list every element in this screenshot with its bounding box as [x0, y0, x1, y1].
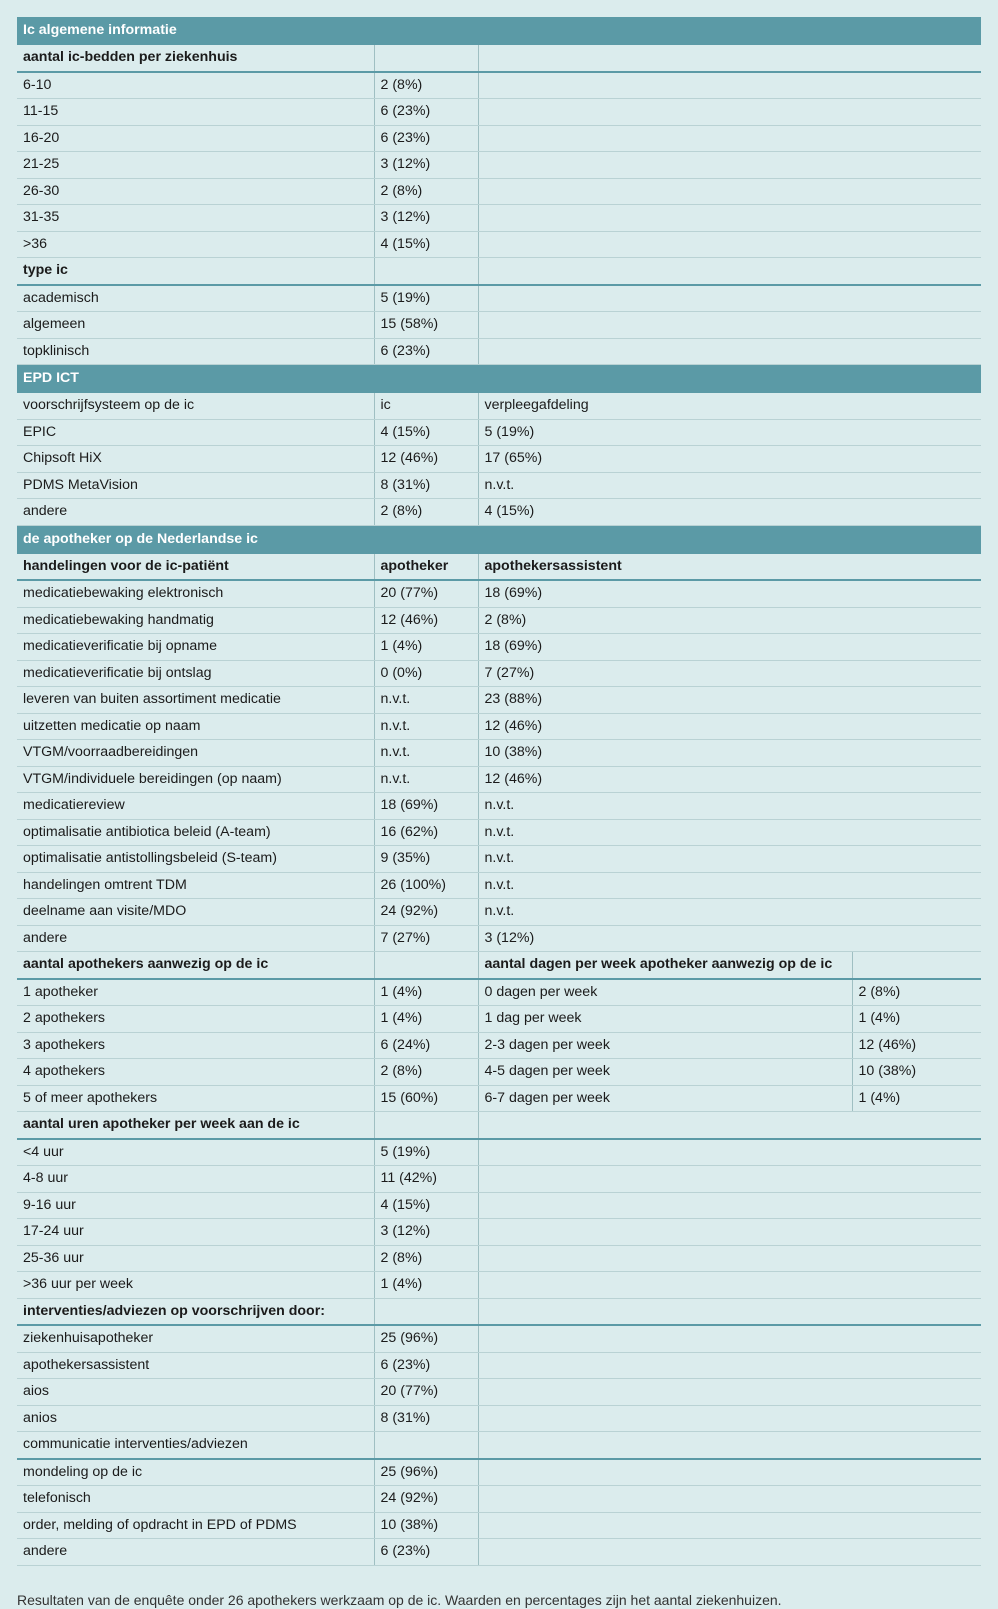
table-cell: 2 (8%) — [374, 1059, 478, 1086]
table-cell: >36 — [17, 231, 374, 258]
table-cell: 2 (8%) — [374, 178, 478, 205]
table-row — [17, 1325, 981, 1352]
table-cell: 6-10 — [17, 72, 374, 99]
table-cell: interventies/adviezen op voorschrijven door: — [17, 1298, 374, 1325]
table-row — [17, 1459, 981, 1486]
table-cell — [478, 205, 981, 232]
table-cell: n.v.t. — [478, 819, 981, 846]
table-cell: n.v.t. — [478, 899, 981, 926]
table-cell: 3 (12%) — [374, 205, 478, 232]
table-cell: medicatiereview — [17, 793, 374, 820]
table-cell — [478, 1432, 981, 1459]
table-cell: n.v.t. — [374, 740, 478, 767]
table-cell: 3 (12%) — [374, 152, 478, 179]
table-cell: verpleegafdeling — [478, 393, 981, 420]
table-cell: 6 (23%) — [374, 1539, 478, 1566]
section-title: EPD ICT — [17, 365, 981, 393]
table-cell — [478, 1459, 981, 1486]
table-cell: type ic — [17, 258, 374, 285]
table-cell: 25-36 uur — [17, 1245, 374, 1272]
table-cell: VTGM/individuele bereidingen (op naam) — [17, 766, 374, 793]
table-cell: 24 (92%) — [374, 1486, 478, 1513]
table-row — [17, 846, 981, 873]
table-cell: n.v.t. — [478, 472, 981, 499]
table-cell: 4 apothekers — [17, 1059, 374, 1086]
table-cell: 5 of meer apothekers — [17, 1085, 374, 1112]
table-cell: 25 (96%) — [374, 1459, 478, 1486]
table-cell: 16-20 — [17, 125, 374, 152]
table-row — [17, 634, 981, 661]
table-cell: aantal ic-bedden per ziekenhuis — [17, 45, 374, 72]
table-cell: 1 (4%) — [374, 634, 478, 661]
table-cell: deelname aan visite/MDO — [17, 899, 374, 926]
subheader-row — [17, 553, 981, 580]
table-cell — [478, 338, 981, 365]
table-cell: andere — [17, 925, 374, 952]
table-cell: 10 (38%) — [478, 740, 981, 767]
table-row — [17, 819, 981, 846]
table-cell: 6-7 dagen per week — [478, 1085, 852, 1112]
table-cell: 2 (8%) — [478, 607, 981, 634]
table-row — [17, 687, 981, 714]
table-cell: EPIC — [17, 419, 374, 446]
table-cell — [478, 1405, 981, 1432]
table-cell: 31-35 — [17, 205, 374, 232]
table-cell — [478, 1539, 981, 1566]
table-cell — [374, 258, 478, 285]
table-cell: voorschrijfsysteem op de ic — [17, 393, 374, 420]
table-cell: 3 (12%) — [478, 925, 981, 952]
table-cell: 4 (15%) — [374, 1192, 478, 1219]
table-cell: 18 (69%) — [478, 634, 981, 661]
table-cell: 0 dagen per week — [478, 979, 852, 1006]
table-cell: uitzetten medicatie op naam — [17, 713, 374, 740]
table-row — [17, 99, 981, 126]
table-cell: 10 (38%) — [852, 1059, 981, 1086]
table-cell — [478, 258, 981, 285]
survey-results-table — [17, 17, 981, 1566]
subheader-row — [17, 952, 981, 979]
table-cell: n.v.t. — [374, 687, 478, 714]
table-cell: telefonisch — [17, 1486, 374, 1513]
table-cell — [478, 45, 981, 72]
table-row — [17, 152, 981, 179]
subheader-row — [17, 1112, 981, 1139]
table-cell — [478, 152, 981, 179]
table-row — [17, 1139, 981, 1166]
table-row — [17, 1486, 981, 1513]
table-cell: 26-30 — [17, 178, 374, 205]
table-row — [17, 419, 981, 446]
table-cell: optimalisatie antibiotica beleid (A-team) — [17, 819, 374, 846]
table-cell — [478, 1325, 981, 1352]
table-cell: 1 (4%) — [852, 1085, 981, 1112]
table-cell: 3 apothekers — [17, 1032, 374, 1059]
table-cell — [374, 45, 478, 72]
survey-table-container — [17, 17, 981, 1566]
table-cell: leveren van buiten assortiment medicatie — [17, 687, 374, 714]
table-cell — [478, 285, 981, 312]
table-cell: PDMS MetaVision — [17, 472, 374, 499]
table-row — [17, 1272, 981, 1299]
table-cell: 0 (0%) — [374, 660, 478, 687]
section-title: de apotheker op de Nederlandse ic — [17, 525, 981, 553]
table-cell: aios — [17, 1379, 374, 1406]
table-cell: 2 (8%) — [374, 1245, 478, 1272]
table-cell: medicatiebewaking handmatig — [17, 607, 374, 634]
table-row — [17, 740, 981, 767]
table-cell: 5 (19%) — [478, 419, 981, 446]
table-cell: academisch — [17, 285, 374, 312]
table-cell: 6 (23%) — [374, 1352, 478, 1379]
table-cell: ziekenhuisapotheker — [17, 1325, 374, 1352]
table-cell — [374, 1298, 478, 1325]
table-cell: 6 (23%) — [374, 338, 478, 365]
table-row — [17, 925, 981, 952]
table-cell: order, melding of opdracht in EPD of PDMS — [17, 1512, 374, 1539]
table-cell: medicatieverificatie bij ontslag — [17, 660, 374, 687]
table-cell — [374, 1432, 478, 1459]
table-cell: 26 (100%) — [374, 872, 478, 899]
table-cell: optimalisatie antistollingsbeleid (S-team) — [17, 846, 374, 873]
table-cell: VTGM/voorraadbereidingen — [17, 740, 374, 767]
table-cell — [478, 178, 981, 205]
table-cell: mondeling op de ic — [17, 1459, 374, 1486]
table-cell: 23 (88%) — [478, 687, 981, 714]
table-cell: 20 (77%) — [374, 1379, 478, 1406]
table-cell: 1 apotheker — [17, 979, 374, 1006]
table-cell: 21-25 — [17, 152, 374, 179]
table-cell: 15 (60%) — [374, 1085, 478, 1112]
table-cell: 12 (46%) — [374, 446, 478, 473]
table-body — [17, 17, 981, 1565]
table-cell: communicatie interventies/adviezen — [17, 1432, 374, 1459]
table-cell: 12 (46%) — [374, 607, 478, 634]
table-row — [17, 1166, 981, 1193]
table-cell: 18 (69%) — [478, 580, 981, 607]
table-cell: 11 (42%) — [374, 1166, 478, 1193]
table-row — [17, 1539, 981, 1566]
table-cell: 2 apothekers — [17, 1006, 374, 1033]
subheader-row — [17, 45, 981, 72]
table-cell: handelingen voor de ic-patiënt — [17, 553, 374, 580]
table-cell: 2-3 dagen per week — [478, 1032, 852, 1059]
table-cell: 12 (46%) — [478, 713, 981, 740]
table-cell: 2 (8%) — [374, 499, 478, 526]
table-row — [17, 607, 981, 634]
table-row — [17, 660, 981, 687]
table-row — [17, 899, 981, 926]
table-row — [17, 580, 981, 607]
table-cell: apothekersassistent — [17, 1352, 374, 1379]
table-cell — [478, 99, 981, 126]
table-cell — [478, 125, 981, 152]
table-cell — [478, 1486, 981, 1513]
table-row — [17, 1032, 981, 1059]
section-title: Ic algemene informatie — [17, 17, 981, 45]
table-footnote: Resultaten van de enquête onder 26 apothekers werkzaam op de ic. Waarden en percentages zijn het aantal ziekenhuizen. — [17, 1592, 782, 1608]
table-cell: 15 (58%) — [374, 312, 478, 339]
table-cell: 1 (4%) — [374, 979, 478, 1006]
table-cell — [478, 231, 981, 258]
table-cell — [478, 72, 981, 99]
table-cell: >36 uur per week — [17, 1272, 374, 1299]
section-header — [17, 525, 981, 553]
table-row — [17, 472, 981, 499]
table-cell: Chipsoft HiX — [17, 446, 374, 473]
table-cell: 4 (15%) — [374, 231, 478, 258]
table-cell: 9 (35%) — [374, 846, 478, 873]
table-cell: 17 (65%) — [478, 446, 981, 473]
table-cell: n.v.t. — [478, 793, 981, 820]
table-cell: 5 (19%) — [374, 1139, 478, 1166]
table-row — [17, 1352, 981, 1379]
table-cell: 2 (8%) — [374, 72, 478, 99]
table-cell: 7 (27%) — [478, 660, 981, 687]
table-cell — [478, 1379, 981, 1406]
table-cell: andere — [17, 499, 374, 526]
table-cell: 17-24 uur — [17, 1219, 374, 1246]
table-row — [17, 1512, 981, 1539]
table-cell: n.v.t. — [374, 713, 478, 740]
table-row — [17, 872, 981, 899]
table-cell — [478, 1272, 981, 1299]
table-row — [17, 1405, 981, 1432]
table-cell: 16 (62%) — [374, 819, 478, 846]
table-cell: 1 (4%) — [374, 1006, 478, 1033]
table-row — [17, 1006, 981, 1033]
table-cell — [478, 1245, 981, 1272]
table-cell: 24 (92%) — [374, 899, 478, 926]
table-cell: 4-5 dagen per week — [478, 1059, 852, 1086]
table-cell — [374, 952, 478, 979]
table-cell: 18 (69%) — [374, 793, 478, 820]
table-cell: n.v.t. — [374, 766, 478, 793]
table-row — [17, 499, 981, 526]
table-cell: 4-8 uur — [17, 1166, 374, 1193]
section-header — [17, 17, 981, 45]
table-cell — [478, 312, 981, 339]
table-row — [17, 285, 981, 312]
table-cell — [852, 952, 981, 979]
table-cell: n.v.t. — [478, 846, 981, 873]
table-cell: 8 (31%) — [374, 472, 478, 499]
table-cell — [478, 1298, 981, 1325]
table-cell: aantal dagen per week apotheker aanwezig op de ic — [478, 952, 852, 979]
table-cell: 4 (15%) — [478, 499, 981, 526]
table-cell: 12 (46%) — [852, 1032, 981, 1059]
table-cell: aantal uren apotheker per week aan de ic — [17, 1112, 374, 1139]
table-row — [17, 178, 981, 205]
table-row — [17, 72, 981, 99]
table-cell — [478, 1139, 981, 1166]
table-cell: 10 (38%) — [374, 1512, 478, 1539]
table-cell: <4 uur — [17, 1139, 374, 1166]
table-cell: medicatieverificatie bij opname — [17, 634, 374, 661]
table-cell: medicatiebewaking elektronisch — [17, 580, 374, 607]
table-cell: anios — [17, 1405, 374, 1432]
table-cell — [478, 1352, 981, 1379]
table-row — [17, 1059, 981, 1086]
subheader-row — [17, 1298, 981, 1325]
table-cell: 5 (19%) — [374, 285, 478, 312]
table-cell: 1 dag per week — [478, 1006, 852, 1033]
table-cell — [374, 1112, 478, 1139]
table-row — [17, 125, 981, 152]
table-cell: 1 (4%) — [852, 1006, 981, 1033]
table-cell: andere — [17, 1539, 374, 1566]
table-cell: 12 (46%) — [478, 766, 981, 793]
table-cell: 3 (12%) — [374, 1219, 478, 1246]
table-row — [17, 793, 981, 820]
table-cell — [478, 1192, 981, 1219]
subheader-row — [17, 258, 981, 285]
table-cell — [478, 1512, 981, 1539]
table-row — [17, 1379, 981, 1406]
table-row — [17, 393, 981, 420]
table-cell: apothekersassistent — [478, 553, 981, 580]
table-row — [17, 1245, 981, 1272]
table-cell: 6 (24%) — [374, 1032, 478, 1059]
subheader-row — [17, 1432, 981, 1459]
table-row — [17, 312, 981, 339]
table-cell — [478, 1166, 981, 1193]
table-row — [17, 205, 981, 232]
table-cell: 25 (96%) — [374, 1325, 478, 1352]
table-cell: apotheker — [374, 553, 478, 580]
table-cell: 11-15 — [17, 99, 374, 126]
table-cell: handelingen omtrent TDM — [17, 872, 374, 899]
table-row — [17, 446, 981, 473]
table-cell: 9-16 uur — [17, 1192, 374, 1219]
table-row — [17, 1219, 981, 1246]
table-row — [17, 338, 981, 365]
table-cell: 2 (8%) — [852, 979, 981, 1006]
table-row — [17, 231, 981, 258]
table-cell: 20 (77%) — [374, 580, 478, 607]
table-cell: 1 (4%) — [374, 1272, 478, 1299]
table-cell: 7 (27%) — [374, 925, 478, 952]
table-cell — [478, 1112, 981, 1139]
table-row — [17, 766, 981, 793]
table-cell — [478, 1219, 981, 1246]
table-cell: n.v.t. — [478, 872, 981, 899]
table-cell: 4 (15%) — [374, 419, 478, 446]
table-cell: aantal apothekers aanwezig op de ic — [17, 952, 374, 979]
table-row — [17, 979, 981, 1006]
table-cell: 8 (31%) — [374, 1405, 478, 1432]
table-cell: ic — [374, 393, 478, 420]
table-cell: topklinisch — [17, 338, 374, 365]
section-header — [17, 365, 981, 393]
table-row — [17, 713, 981, 740]
table-cell: algemeen — [17, 312, 374, 339]
table-row — [17, 1192, 981, 1219]
table-cell: 6 (23%) — [374, 125, 478, 152]
table-cell: 6 (23%) — [374, 99, 478, 126]
table-row — [17, 1085, 981, 1112]
